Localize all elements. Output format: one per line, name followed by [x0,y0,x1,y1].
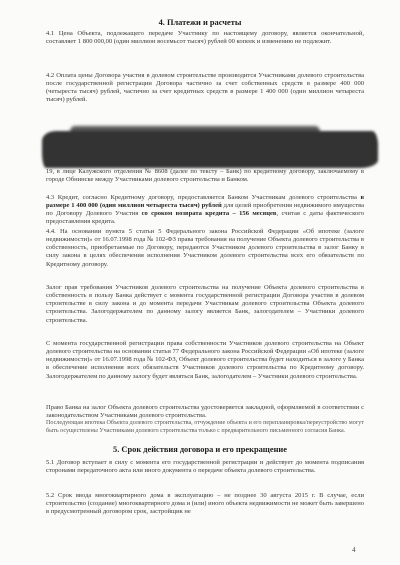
paragraph-4-3-amount: в размере 1 400 000 (один миллион четыреста тысяч) рублей [46,194,364,210]
paragraph-subsequent-mortgage: Последующая ипотека Объекта долевого строительства, отчуждение объекта и его перепланировка/переустройство могут быть осуществлены Участниками долевого строительства только с предварительного письменного согласия Банка. [46,420,364,434]
paragraph-4-3-text-b: для целей приобретения недвижимого имущества по Договору Долевого Участия [46,202,364,218]
paragraph-bank-branch: 19, в лице Калужского отделения № 8608 (далее по тексту – Банк) по кредитному договору, заключаемому в городе Обнинске между Участниками долевого строительства и Банком. [46,168,364,184]
paragraph-bank-right: Право Банка на залог Объекта долевого строительства удостоверяется закладной, оформляемой в соответствии с законодательством Участниками долевого строительства. [46,404,364,420]
paragraph-4-3 [46,194,364,227]
section-4-title: 4. Платежи и расчеты [158,18,242,27]
paragraph-4-3-text-c: , считая с даты фактического предоставления кредита. [46,210,365,226]
paragraph-4-4: 4.4. На основании пункта 5 статьи 5 Федерального закона Российской Федерации «Об ипотеке (залоге недвижимости)» от 16.07.1998 года № 102-ФЗ права требования на получение Объекта долевого строительства в собственность, приобретаемые по Договору, передаются Участником долевого строительства в залог Банку в силу закона в целях обеспечения исполнения Участником долевого строительства всех его обязательств по Кредитному договору. [46,228,364,268]
paragraph-4-2: 4.2 Оплата цены Договора участия в долевом строительстве производится Участниками долевого строительства после государственной регистрации Договора частично за счет собственных средств в размере 400 000 (четыреста тысяч) рублей, частично за счет кредитных средств в размере 1 400 000 (один миллион четыреста тысяч) рублей. [46,72,364,104]
paragraph-5-2: 5.2 Срок ввода многоквартирного дома в эксплуатацию – не позднее 30 августа 2015 г. В случае, если строительство (создание) многоквартирного дома и (или) иного объекта недвижимости не может быть завершено в предусмотренный договором срок, застройщик не [46,492,364,516]
page-number: 4 [352,546,356,554]
paragraph-4-3-text-a: 4.3 Кредит, согласно Кредитному договору, предоставляется Банком Участникам долевого строительства [46,194,361,201]
paragraph-4-3-term: со сроком возврата кредита – 156 месяцев [141,210,277,218]
paragraph-ownership: С момента государственной регистрации права собственности Участников долевого строительства на Объект долевого строительства на основании статьи 77 Федерального закона Российской Федерации «Об ипотеке (залоге недвижимости)» от 16.07.1998 года № 102-ФЗ, Объект долевого строительства будет находиться в залоге у Банка в обеспечение исполнения всех обязательств Участников долевого строительства по Кредитному договору. Залогодержателем по данному залогу будет являться Банк, залогодателем – Участники долевого строительства. [46,340,364,380]
paragraph-4-1: 4.1 Цена Объекта, подлежащего передаче Участнику по настоящему договору, является окончательной, составляет 1 800 000,00 (один миллион восемьсот тысяч) рублей 00 копеек и изменению не подлежит. [46,30,364,46]
paragraph-pledge: Залог прав требования Участников долевого строительства на получение Объекта долевого строительства в собственность в пользу Банка действует с момента государственной регистрации Договора участия в долевом строительстве в силу закона и до момента передачи Участникам долевого строительства Объекта долевого строительства. Залогодержателем по данному залогу является Банк, залогодателем – Участники долевого строительства. [46,284,364,324]
redaction-blur-main [42,131,378,168]
paragraph-5-1: 5.1 Договор вступает в силу с момента его государственной регистрации и действует до момента подписания сторонами передаточного акта или иного документа о передаче объекта долевого строительства. [46,459,364,475]
section-5-title: 5. Срок действия договора и его прекращение [113,445,287,454]
